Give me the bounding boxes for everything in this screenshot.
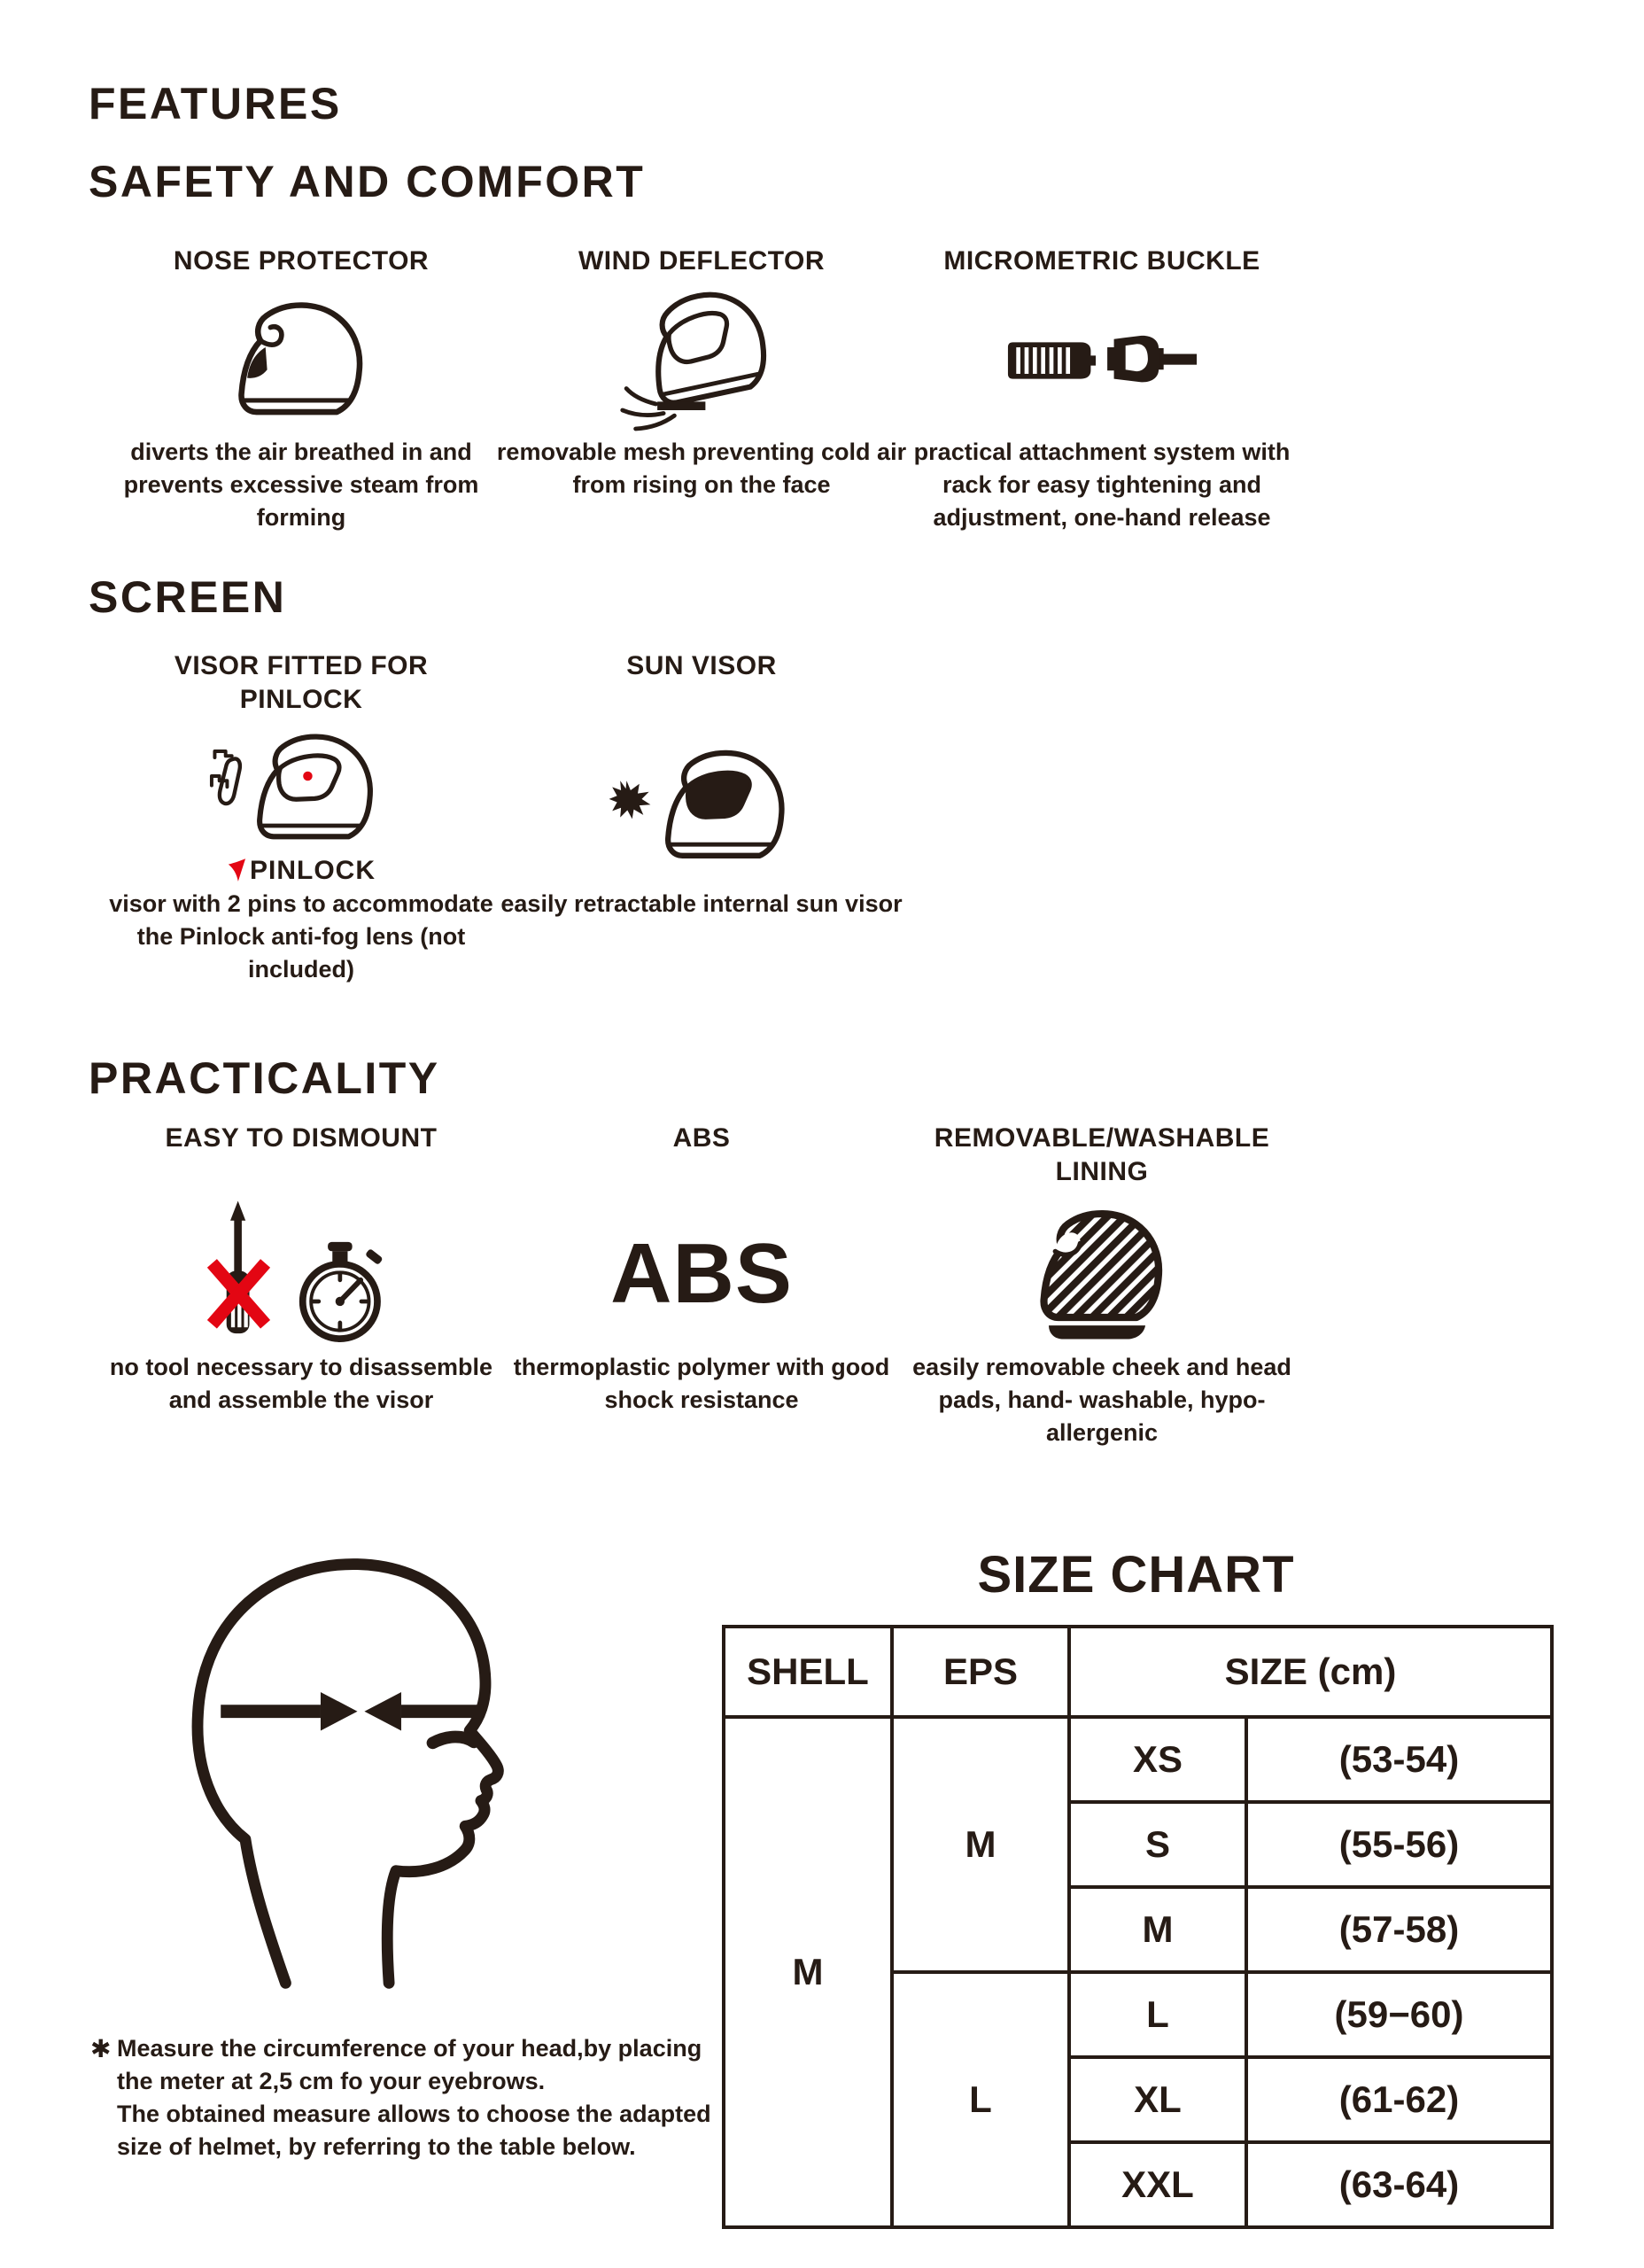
size-chart-table	[722, 1625, 1554, 2229]
feature-pinlock-visor	[101, 649, 501, 986]
table-row	[724, 1717, 1552, 1802]
note-line: Measure the circumference of your head,by placing the meter at 2,5 cm fo your eyebrows.	[117, 2035, 702, 2094]
measure-note-text	[117, 2032, 716, 2163]
feature-desc: visor with 2 pins to accommodate the Pinlock anti-fog lens (not included)	[109, 890, 493, 983]
size-range: (55-56)	[1246, 1802, 1552, 1887]
feature-lining	[902, 1122, 1302, 1449]
size-label: S	[1069, 1802, 1246, 1887]
feature-icon-box	[208, 724, 394, 888]
feature-icon-box	[606, 724, 797, 888]
col-size-cm: SIZE (cm)	[1069, 1627, 1552, 1717]
note-line: The obtained measure allows to choose the adapted size of helmet, by referring to the table below.	[117, 2101, 711, 2160]
feature-desc: thermoplastic polymer with good shock resistance	[513, 1354, 890, 1413]
sun-icon	[609, 781, 651, 819]
asterisk-star-icon: ✱	[90, 2035, 112, 2062]
measure-note	[90, 2032, 716, 2163]
feature-icon-box	[612, 285, 791, 436]
feature-title: MICROMETRIC BUCKLE	[943, 246, 1260, 276]
feature-desc: practical attachment system with rack for easy tightening and adjustment, one-hand release	[913, 439, 1291, 531]
feature-icon-box	[1003, 285, 1202, 436]
safety-comfort-row	[101, 245, 1302, 534]
stopwatch-icon	[303, 1241, 384, 1338]
size-chart-title: SIZE CHART	[977, 1546, 1295, 1604]
feature-title: VISOR FITTED FOR PINLOCK	[174, 651, 429, 714]
feature-easy-dismount	[101, 1122, 501, 1449]
helmet-sun-visor-icon	[606, 739, 797, 874]
feature-desc: diverts the air breathed in and prevents excessive steam from forming	[123, 439, 479, 531]
helmet-wind-deflector-icon	[612, 286, 791, 435]
micrometric-buckle-icon	[1003, 322, 1202, 399]
feature-nose-protector	[101, 245, 501, 534]
feature-icon-box	[190, 1196, 413, 1351]
helmet-lining-icon	[1013, 1203, 1190, 1344]
size-range: (57-58)	[1246, 1887, 1552, 1972]
feature-title: SUN VISOR	[626, 651, 777, 680]
pinlock-logo	[227, 856, 376, 886]
col-shell: SHELL	[724, 1627, 892, 1717]
feature-desc: easily retractable internal sun visor	[500, 890, 903, 917]
shell-value: M	[724, 1717, 892, 2227]
feature-icon-box	[1013, 1196, 1190, 1351]
eyebrow-stroke	[433, 1737, 474, 1744]
size-label: XL	[1069, 2057, 1246, 2142]
practicality-row	[101, 1122, 1302, 1449]
head-measure-figure	[152, 1529, 564, 2011]
feature-desc: no tool necessary to disassemble and assemble the visor	[109, 1354, 493, 1413]
feature-title: EASY TO DISMOUNT	[165, 1123, 438, 1153]
feature-title: ABS	[672, 1123, 731, 1153]
head-profile-icon	[152, 1529, 564, 2007]
size-range: (61-62)	[1246, 2057, 1552, 2142]
feature-icon-box	[610, 1196, 793, 1351]
feature-title: WIND DEFLECTOR	[578, 246, 826, 276]
size-label: XS	[1069, 1717, 1246, 1802]
size-range: (63-64)	[1246, 2142, 1552, 2227]
size-label: XXL	[1069, 2142, 1246, 2227]
feature-micrometric-buckle	[902, 245, 1302, 534]
no-tool-stopwatch-icon	[190, 1198, 413, 1350]
pinlock-red-mark-icon	[227, 858, 246, 883]
size-chart-header-row	[724, 1627, 1552, 1717]
helmet-pinlock-icon	[208, 726, 394, 850]
helmet-nose-guard-icon	[210, 294, 392, 427]
eps-group-m: M	[892, 1717, 1069, 1972]
col-eps: EPS	[892, 1627, 1069, 1717]
feature-abs	[501, 1122, 902, 1449]
abs-lettering: ABS	[610, 1225, 793, 1321]
features-heading: FEATURES	[89, 79, 342, 128]
size-label: M	[1069, 1887, 1246, 1972]
feature-wind-deflector	[496, 245, 907, 534]
screen-heading: SCREEN	[89, 572, 287, 622]
practicality-heading: PRACTICALITY	[89, 1053, 440, 1103]
pinlock-wordmark: PINLOCK	[250, 855, 376, 885]
feature-title: REMOVABLE/WASHABLE LINING	[934, 1123, 1270, 1186]
size-label: L	[1069, 1972, 1246, 2057]
feature-icon-box	[210, 285, 392, 436]
size-range: (53-54)	[1246, 1717, 1552, 1802]
feature-desc: easily removable cheek and head pads, hand- washable, hypo-allergenic	[912, 1354, 1291, 1446]
feature-desc: removable mesh preventing cold air from rising on the face	[496, 439, 907, 498]
size-range: (59−60)	[1246, 1972, 1552, 2057]
screen-row-spacer	[902, 649, 1302, 986]
safety-comfort-heading: SAFETY AND COMFORT	[89, 157, 646, 206]
feature-title: NOSE PROTECTOR	[173, 246, 430, 276]
screen-row	[101, 649, 1302, 986]
measure-arrows-icon	[221, 1692, 484, 1731]
eps-group-l: L	[892, 1972, 1069, 2227]
feature-sun-visor	[501, 649, 902, 986]
